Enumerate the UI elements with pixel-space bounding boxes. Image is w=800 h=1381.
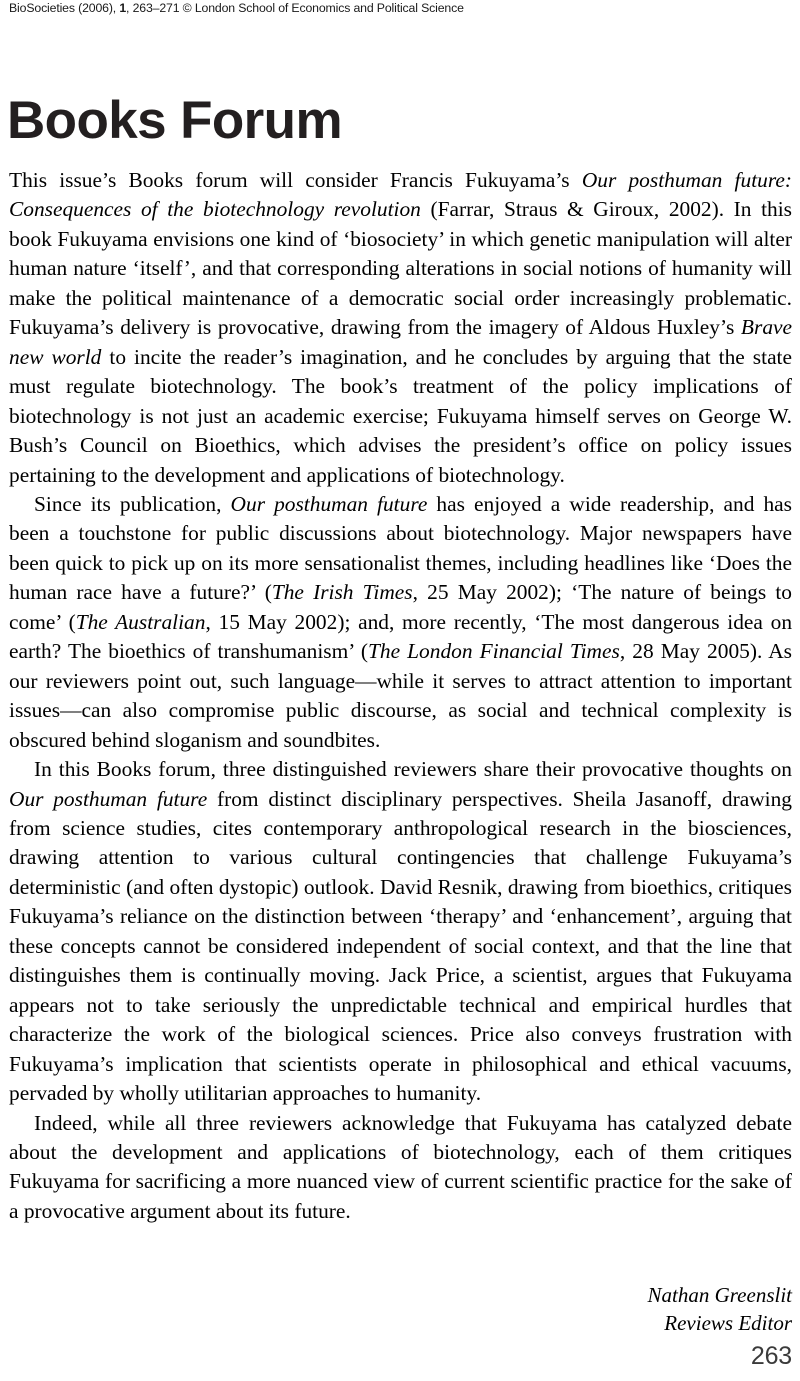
text-segment: (Farrar, Straus & Giroux, 2002). In this book Fukuyama envisions one kind of ‘biosociety’ in which genetic manipulation will alter human nature ‘itself’, and that corresponding alterations in social notions of humanity will make the political maintenance of a democratic social order increasingly problematic. Fukuyama’s delivery is provocative, drawing from the imagery of Aldous Huxley’s — [9, 197, 793, 340]
text-segment: has enjoyed a wide readership, and has been a touchstone for public discussions about biotechnology. Major newspapers have been quick to pick up on its more sensationalist themes, including headlines like ‘Does the human race have a future?’ ( — [9, 491, 792, 605]
book-title-our-posthuman-future: Our posthuman future — [230, 491, 428, 516]
paragraph-1 — [9, 166, 792, 490]
text-segment: , 28 May 2005). As our reviewers point out, such language—while it serves to attract attention to important issues—can also compromise public discourse, as social and technical complexity is obscured behind sloganism and soundbites. — [9, 639, 792, 752]
book-title-our-posthuman-future: Our posthuman future: Consequences of the biotechnology revolution — [9, 168, 792, 222]
newspaper-irish-times: The Irish Times — [271, 580, 413, 605]
paragraph-2 — [9, 490, 792, 755]
text-segment: , 25 May 2002); ‘The nature of beings to come’ ( — [9, 580, 792, 634]
text-segment: to incite the reader’s imagination, and he concludes by arguing that the state must regulate biotechnology. The book’s treatment of the policy implications of biotechnology is not just an academic exercise; Fukuyama himself serves on George W. Bush’s Council on Bioethics, which advises the president’s office on policy issues pertaining to the development and applications of biotechnology. — [9, 344, 792, 487]
newspaper-australian: The Australian — [75, 609, 206, 634]
running-head-journal: BioSocieties (2006), — [9, 1, 120, 15]
newspaper-london-financial-times: The London Financial Times — [367, 639, 620, 664]
text-segment: This issue’s Books forum will consider Francis Fukuyama’s — [9, 168, 582, 192]
book-title-our-posthuman-future: Our posthuman future — [9, 786, 208, 811]
text-segment: from distinct disciplinary perspectives. Sheila Jasanoff, drawing from science studies, cites contemporary anthropological research in the biosciences, drawing attention to various cultural contingencies that challenge Fukuyama’s deterministic (and often dystopic) outlook. David Resnik, drawing from bioethics, critiques Fukuyama’s reliance on the distinction between ‘therapy’ and ‘enhancement’, arguing that these concepts cannot be considered independent of social context, and that the line that distinguishes them is continually moving. Jack Price, a scientist, argues that Fukuyama appears not to take seriously the unpredictable technical and empirical hurdles that characterize the work of the biological sciences. Price also conveys frustration with Fukuyama’s implication that scientists operate in philosophical and ethical vacuums, pervaded by wholly utilitarian approaches to humanity. — [9, 786, 792, 1106]
book-title-brave-new-world: Brave new world — [9, 315, 792, 369]
paragraph-4 — [9, 1109, 792, 1227]
page-title: Books Forum — [7, 90, 342, 150]
text-segment: Indeed, while all three reviewers acknowledge that Fukuyama has catalyzed debate about the development and applications of biotechnology, each of them critiques Fukuyama for sacrificing a more nuanced view of current scientific practice for the sake of a provocative argument about its future. — [9, 1110, 792, 1223]
running-head-citation: , 263–271 © London School of Economics and Political Science — [126, 1, 464, 15]
text-segment: In this Books forum, three distinguished reviewers share their provocative thoughts on — [34, 757, 792, 782]
signature-block — [9, 1281, 792, 1337]
paragraph-3 — [9, 755, 792, 1108]
running-head-volume: 1 — [119, 1, 127, 15]
text-segment: , 15 May 2002); and, more recently, ‘The most dangerous idea on earth? The bioethics of transhumanism’ ( — [9, 609, 793, 664]
text-segment: Since its publication, — [34, 491, 231, 516]
signature-name: Nathan Greenslit — [647, 1283, 792, 1307]
running-head — [9, 0, 791, 16]
signature-role: Reviews Editor — [664, 1311, 792, 1335]
article-body — [9, 166, 792, 1226]
page-number: 263 — [750, 1342, 792, 1370]
